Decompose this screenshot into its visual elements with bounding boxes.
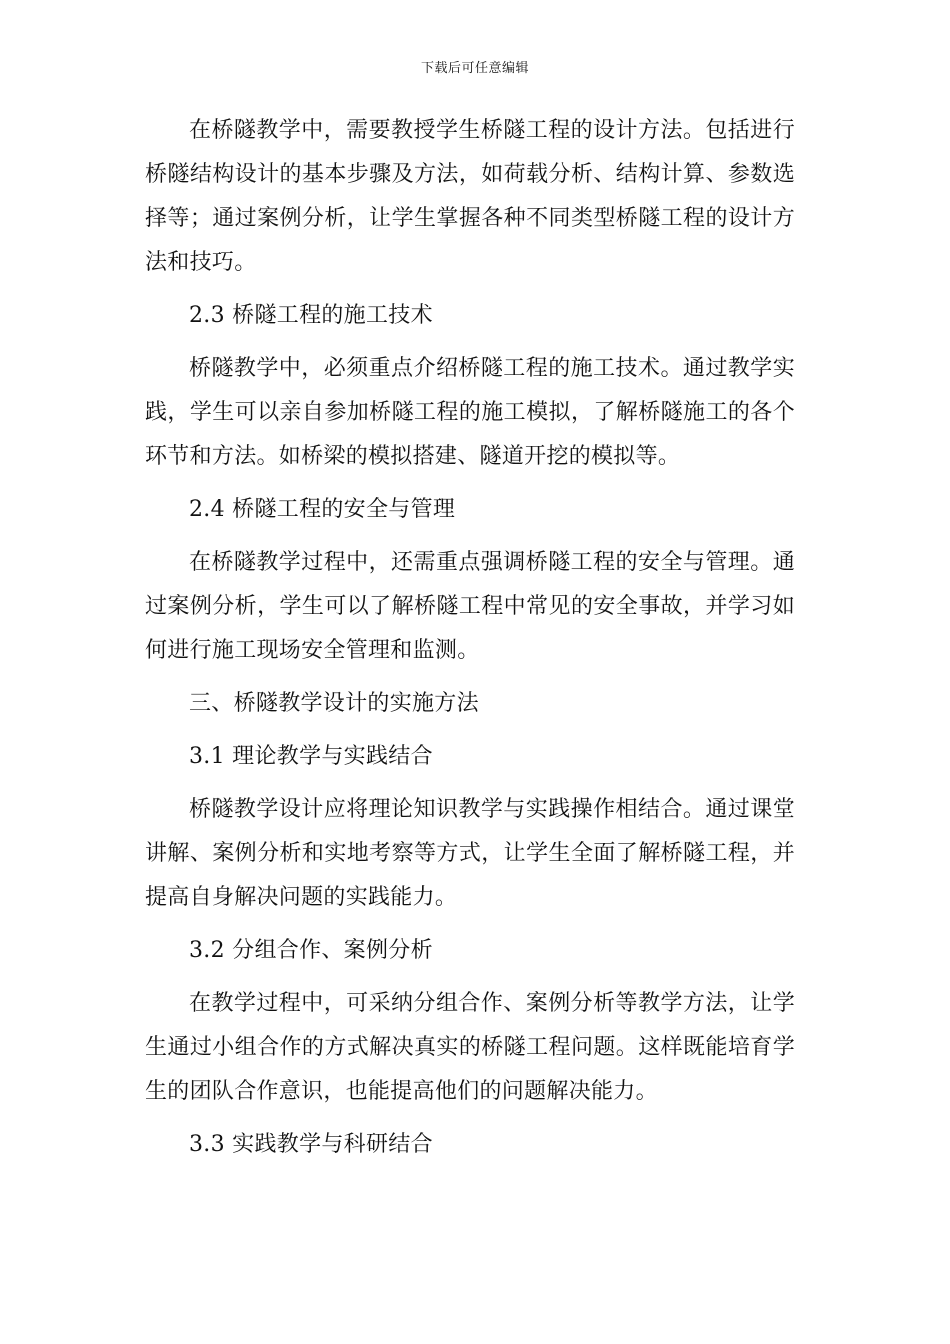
section-heading-2-4: 2.4 桥隧工程的安全与管理 — [189, 497, 456, 522]
section-heading-3: 三、桥隧教学设计的实施方法 — [189, 691, 479, 716]
section-heading-3-2: 3.2 分组合作、案例分析 — [189, 938, 433, 963]
paragraph-construction-technology: 桥隧教学中，必须重点介绍桥隧工程的施工技术。通过教学实践，学生可以亲自参加桥隧工程的施工模拟，了解桥隧施工的各个环节和方法。如桥梁的模拟搭建、隧道开挖的模拟等。 — [145, 356, 795, 469]
paragraph-design-methods: 在桥隧教学中，需要教授学生桥隧工程的设计方法。包括进行桥隧结构设计的基本步骤及方法，如荷载分析、结构计算、参数选择等；通过案例分析，让学生掌握各种不同类型桥隧工程的设计方法和技巧。 — [145, 118, 795, 275]
section-heading-3-3: 3.3 实践教学与科研结合 — [189, 1132, 433, 1157]
paragraph-safety-management: 在桥隧教学过程中，还需重点强调桥隧工程的安全与管理。通过案例分析，学生可以了解桥隧工程中常见的安全事故，并学习如何进行施工现场安全管理和监测。 — [145, 550, 795, 663]
document-body — [145, 109, 795, 1167]
section-heading-2-3: 2.3 桥隧工程的施工技术 — [189, 303, 433, 328]
paragraph-theory-practice: 桥隧教学设计应将理论知识教学与实践操作相结合。通过课堂讲解、案例分析和实地考察等方式，让学生全面了解桥隧工程，并提高自身解决问题的实践能力。 — [145, 797, 795, 910]
paragraph-group-cooperation: 在教学过程中，可采纳分组合作、案例分析等教学方法，让学生通过小组合作的方式解决真实的桥隧工程问题。这样既能培育学生的团队合作意识，也能提高他们的问题解决能力。 — [145, 991, 795, 1104]
section-heading-3-1: 3.1 理论教学与实践结合 — [189, 744, 433, 769]
page-header-note: 下载后可任意编辑 — [420, 61, 529, 76]
